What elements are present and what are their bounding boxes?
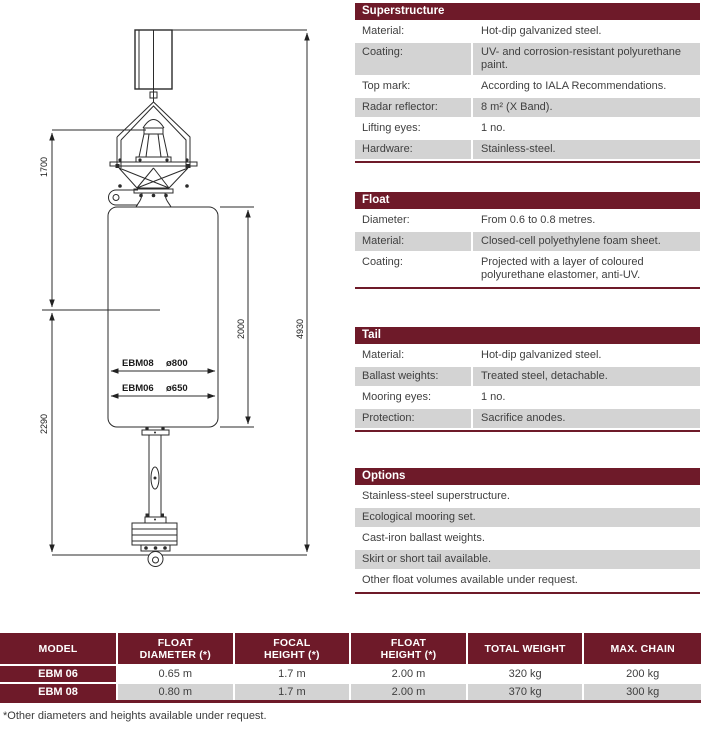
table-row — [355, 388, 700, 407]
buoy-technical-drawing — [0, 0, 350, 630]
table-row — [355, 409, 700, 428]
spec-label: Top mark: — [362, 80, 411, 92]
drawing-lines — [42, 30, 307, 567]
spec-label: Hardware: — [355, 140, 471, 159]
dimension-labels — [39, 157, 305, 434]
table-row — [355, 232, 700, 251]
spec-value: Closed-cell polyethylene foam sheet. — [473, 232, 700, 251]
spec-value: Hot-dip galvanized steel. — [481, 349, 602, 361]
spec-label: Diameter: — [362, 214, 410, 226]
spec-label: Lifting eyes: — [362, 122, 421, 134]
table-row — [355, 211, 700, 230]
spec-value: According to IALA Recommendations. — [481, 80, 667, 92]
lattice — [119, 168, 188, 188]
dia-value-ebm08: ø800 — [166, 358, 188, 369]
spec-value: Stainless-steel. — [473, 140, 700, 159]
ballast-weights — [132, 523, 177, 545]
mooring-eye — [148, 552, 163, 567]
float-table — [355, 192, 700, 289]
value-cell: 370 kg — [468, 684, 585, 700]
spec-label: Radar reflector: — [355, 98, 471, 117]
model-comparison-table — [0, 633, 701, 703]
value-cell: 200 kg — [584, 666, 701, 682]
spec-value: 8 m² (X Band). — [473, 98, 700, 117]
tail-title: Tail — [355, 327, 700, 344]
spec-value: 1 no. — [481, 122, 506, 134]
table-row — [355, 253, 700, 285]
table-row — [355, 98, 700, 117]
option-item: Skirt or short tail available. — [355, 550, 700, 569]
spec-label: Coating: — [355, 43, 471, 75]
spec-label: Material: — [362, 349, 405, 361]
float-body — [108, 207, 218, 427]
model-table-header — [0, 633, 701, 664]
tail-table — [355, 327, 700, 432]
table-row — [355, 119, 700, 138]
superstructure-table — [355, 3, 700, 163]
option-item: Ecological mooring set. — [355, 508, 700, 527]
table-row — [355, 77, 700, 96]
value-cell: 300 kg — [584, 684, 701, 700]
options-table — [355, 468, 700, 594]
table-row — [355, 346, 700, 365]
value-cell: 0.65 m — [118, 666, 235, 682]
options-title: Options — [355, 468, 700, 485]
column-header-total-weight: TOTAL WEIGHT — [468, 633, 585, 664]
spec-value: UV- and corrosion-resistant polyurethane paint. — [473, 43, 700, 75]
table-row — [355, 140, 700, 159]
lantern — [143, 120, 164, 129]
spec-value: Treated steel, detachable. — [473, 367, 700, 386]
spec-value: From 0.6 to 0.8 metres. — [481, 214, 596, 226]
spec-label: Mooring eyes: — [362, 391, 432, 403]
footnote: *Other diameters and heights available under request. — [3, 710, 267, 722]
radar-frame — [117, 102, 190, 168]
table-row — [355, 22, 700, 41]
column-header-focal-height: FOCAL HEIGHT (*) — [235, 633, 352, 664]
spec-value: Hot-dip galvanized steel. — [481, 25, 602, 37]
option-item: Stainless-steel superstructure. — [362, 490, 510, 502]
dim-total-height: 4930 — [295, 318, 305, 340]
float-title: Float — [355, 192, 700, 209]
model-cell: EBM 06 — [0, 666, 118, 682]
bolts — [116, 158, 191, 549]
value-cell: 320 kg — [468, 666, 585, 682]
table-row — [355, 367, 700, 386]
spec-value: Projected with a layer of coloured polyurethane elastomer, anti-UV. — [481, 256, 644, 281]
value-cell: 1.7 m — [235, 684, 352, 700]
spec-label: Material: — [362, 25, 405, 37]
option-item: Other float volumes available under request. — [362, 574, 578, 586]
dim-draft: 2290 — [39, 413, 49, 435]
column-header-model: MODEL — [0, 633, 118, 664]
dia-value-ebm06: ø650 — [166, 383, 188, 394]
spec-label: Protection: — [355, 409, 471, 428]
spec-label: Coating: — [362, 256, 403, 268]
column-header-float-height: FLOAT HEIGHT (*) — [351, 633, 468, 664]
spec-label: Ballast weights: — [355, 367, 471, 386]
dia-label-ebm06: EBM06 — [122, 383, 154, 394]
dim-float-height: 2000 — [236, 318, 246, 340]
model-cell: EBM 08 — [0, 684, 118, 700]
spec-label: Material: — [355, 232, 471, 251]
value-cell: 2.00 m — [351, 684, 468, 700]
spec-value: Sacrifice anodes. — [473, 409, 700, 428]
value-cell: 2.00 m — [351, 666, 468, 682]
spec-value: 1 no. — [481, 391, 506, 403]
table-row-ebm06 — [0, 666, 701, 682]
dim-focal-height: 1700 — [39, 156, 49, 178]
superstructure-title: Superstructure — [355, 3, 700, 20]
dia-label-ebm08: EBM08 — [122, 358, 154, 369]
option-item: Cast-iron ballast weights. — [362, 532, 485, 544]
value-cell: 0.80 m — [118, 684, 235, 700]
column-header-float-diameter: FLOAT DIAMETER (*) — [118, 633, 235, 664]
column-header-max-chain: MAX. CHAIN — [610, 642, 675, 655]
value-cell: 1.7 m — [235, 666, 352, 682]
table-row-ebm08 — [0, 684, 701, 700]
table-row — [355, 43, 700, 75]
